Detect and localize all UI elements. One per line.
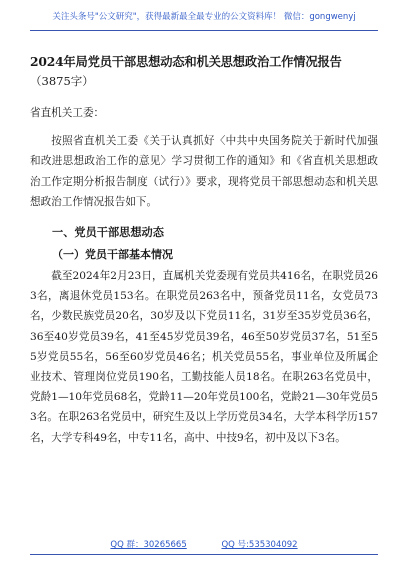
salutation: 省直机关工委： [30,107,105,119]
header-banner: 关注头条号"公文研究"，获得最新最全最专业的公文资料库！ 微信：gongwenyj [52,12,356,22]
footer-contacts [0,538,408,550]
qq-number-link[interactable]: QQ 号:535304092 [221,540,298,550]
basic-info-paragraph: 截至2024年2月23日，直属机关党委现有党员共416名，在职党员263名，离退休党员153名。在职党员263名中，预备党员11名，女党员73名，少数民族党员20名，30岁及以下党员11名，31岁至35岁党员36名，36至40岁党员39名，41至45岁党员39名，46至50岁党员37名，51至55岁党员55名，56至60岁党员46名；机关党员55名，事业单位及所属企业技术、管理岗位党员190名，工勤技能人员18名。在职263名党员中，党龄1—10年党员68名，党龄11—20年党员100名，党龄21—30年党员53名。在职263名党员中，研究生及以上学历党员34名，大学本科学历157名，大学专科49名，中专11名，高中、中技9名，初中及以下3名。 [30,270,378,444]
document-title: 2024年局党员干部思想动态和机关思想政治工作情况报告 [30,54,342,69]
word-count: （3875字） [30,74,94,88]
footer-divider [30,554,378,555]
header-divider [30,30,378,31]
intro-paragraph: 按照省直机关工委《关于认真抓好〈中共中央国务院关于新时代加强和改进思想政治工作的意见〉学习贯彻工作的通知》和《省直机关思想政治工作定期分析报告制度（试行）》要求，现将党员干部思想动态和机关思想政治工作情况报告如下。 [30,135,378,208]
document-body [30,52,378,448]
subsection-heading: （一）党员干部基本情况 [52,248,173,262]
section-heading: 一、党员干部思想动态 [52,226,164,240]
qq-group-link[interactable]: QQ 群：30265665 [110,540,187,550]
